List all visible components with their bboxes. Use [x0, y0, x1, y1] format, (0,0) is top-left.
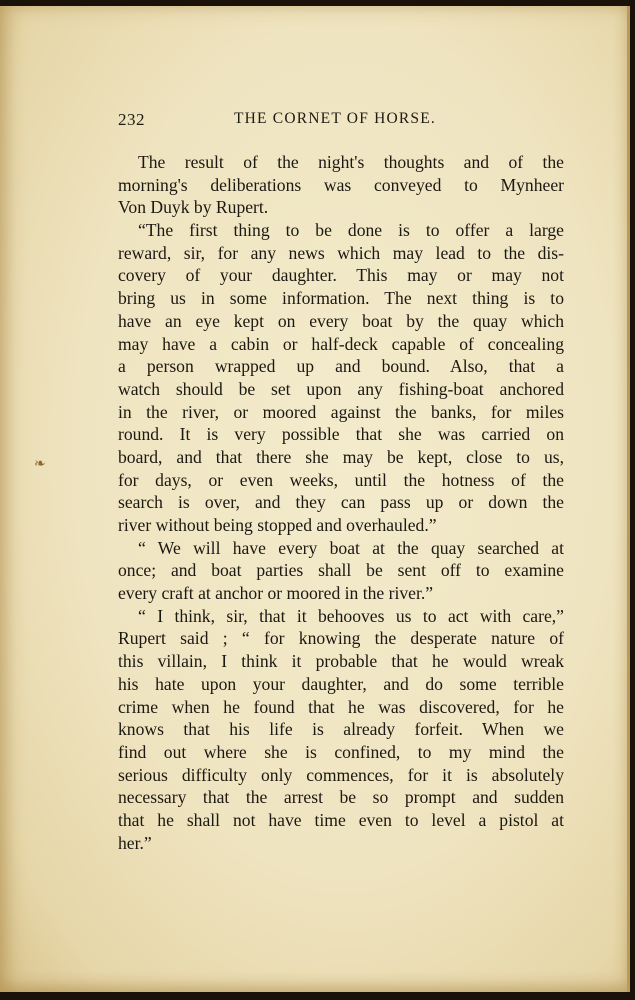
- text-line: “ I think, sir, that it behooves us to act with care,”: [138, 605, 564, 626]
- text-line: this villain, I think it probable that he would wreak: [118, 651, 564, 672]
- running-title: THE CORNET OF HORSE.: [234, 110, 436, 127]
- paragraph: [118, 219, 564, 537]
- text-line: necessary that the arrest be so prompt and sudden: [118, 787, 564, 808]
- text-line: The result of the night's thoughts and of the: [138, 152, 564, 172]
- text-line: Rupert said ; “ for knowing the desperate nature of: [118, 628, 564, 649]
- text-line: that he shall not have time even to level a pistol at: [118, 809, 564, 830]
- text-line: find out where she is confined, to my mind the: [118, 741, 564, 762]
- text-line: have an eye kept on every boat by the quay which: [118, 310, 564, 331]
- text-line: “ We will have every boat at the quay searched at: [138, 537, 564, 558]
- text-line: river without being stopped and overhauled.”: [118, 515, 437, 535]
- margin-ink-mark: ❧: [34, 457, 46, 472]
- text-line: a person wrapped up and bound. Also, that a: [118, 356, 564, 377]
- paragraph: [118, 151, 564, 219]
- text-line: her.”: [118, 832, 152, 853]
- page-bottom-edge: [0, 992, 635, 1000]
- page-number: 232: [118, 110, 145, 129]
- text-line: “The first thing to be done is to offer a large: [138, 220, 564, 241]
- book-page: [0, 6, 630, 992]
- text-line: covery of your daughter. This may or may not: [118, 265, 564, 286]
- text-line: in the river, or moored against the banks, for miles: [118, 401, 564, 422]
- text-line: every craft at anchor or moored in the river.”: [118, 583, 434, 604]
- body-text: [118, 151, 564, 854]
- text-line: crime when he found that he was discovered, for he: [118, 696, 564, 717]
- text-line: search is over, and they can pass up or down the: [118, 492, 564, 513]
- text-line: Von Duyk by Rupert.: [118, 197, 269, 218]
- paragraph: [118, 537, 564, 605]
- text-line: bring us in some information. The next thing is to: [118, 288, 564, 309]
- text-line: board, and that there she may be kept, close to us,: [118, 446, 564, 467]
- text-line: serious difficulty only commences, for it is absolutely: [118, 764, 564, 785]
- paragraph: [118, 605, 564, 855]
- text-line: reward, sir, for any news which may lead to the dis-: [118, 242, 564, 263]
- text-line: may have a cabin or half-deck capable of concealing: [118, 333, 564, 354]
- text-line: for days, or even weeks, until the hotness of the: [118, 469, 564, 490]
- text-line: morning's deliberations was conveyed to Mynheer: [118, 174, 564, 195]
- text-line: watch should be set upon any fishing-boat anchored: [118, 378, 564, 399]
- text-line: his hate upon your daughter, and do some terrible: [118, 673, 564, 694]
- text-line: round. It is very possible that she was carried on: [118, 424, 564, 445]
- page-header: [118, 110, 568, 134]
- text-line: knows that his life is already forfeit. When we: [118, 719, 564, 740]
- text-line: once; and boat parties shall be sent off to examine: [118, 560, 564, 581]
